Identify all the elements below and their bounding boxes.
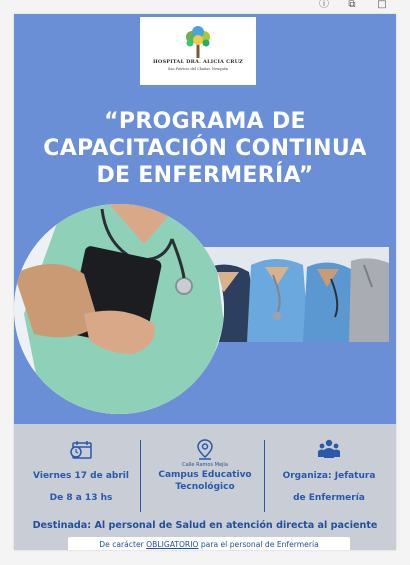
event-venue-line-2: Tecnológico <box>175 482 235 492</box>
event-poster <box>14 14 396 550</box>
title-line-3: DE ENFERMERÍA” <box>96 163 314 188</box>
hospital-logo <box>140 17 256 85</box>
poster-title <box>14 108 396 189</box>
info-icon[interactable]: ⓘ <box>319 0 329 10</box>
divider <box>264 440 265 512</box>
viewer-toolbar <box>0 0 410 14</box>
hospital-location: San Patricio del Chañar, Neuquén <box>167 67 229 71</box>
group-people-icon <box>317 438 341 460</box>
hospital-name: HOSPITAL DRA. ALICIA CRUZ <box>152 59 244 65</box>
event-organizer <box>270 438 388 504</box>
event-hours: De 8 a 13 hs <box>49 493 113 503</box>
mandatory-notice <box>68 537 350 550</box>
event-info-band <box>14 424 396 550</box>
nurse-tablet-photo <box>14 204 224 414</box>
organizer-line-1: Organiza: Jefatura <box>282 471 376 481</box>
open-icon[interactable]: □ <box>377 0 387 10</box>
event-street: Calle Ramos Mejía <box>182 462 228 468</box>
mandatory-suffix: para el personal de Enfermería <box>198 540 319 549</box>
divider <box>140 440 141 512</box>
nurse-tablet-illustration <box>14 204 224 414</box>
organizer-line-2: de Enfermería <box>293 493 365 503</box>
copy-icon[interactable]: ⧉ <box>348 0 356 10</box>
mandatory-keyword: OBLIGATORIO <box>146 540 199 549</box>
title-line-1: “PROGRAMA DE <box>104 109 306 134</box>
event-venue-line-1: Campus Educativo <box>158 470 252 480</box>
event-date <box>22 438 140 504</box>
title-line-2: CAPACITACIÓN CONTINUA <box>43 136 367 161</box>
event-place <box>146 438 264 493</box>
tree-logo-icon <box>184 26 212 60</box>
event-day: Viernes 17 de abril <box>33 471 129 481</box>
location-pin-icon <box>193 438 217 460</box>
target-audience: Destinada: Al personal de Salud en atención directa al paciente <box>32 520 378 531</box>
mandatory-prefix: De carácter <box>99 540 147 549</box>
calendar-clock-icon <box>69 438 93 460</box>
